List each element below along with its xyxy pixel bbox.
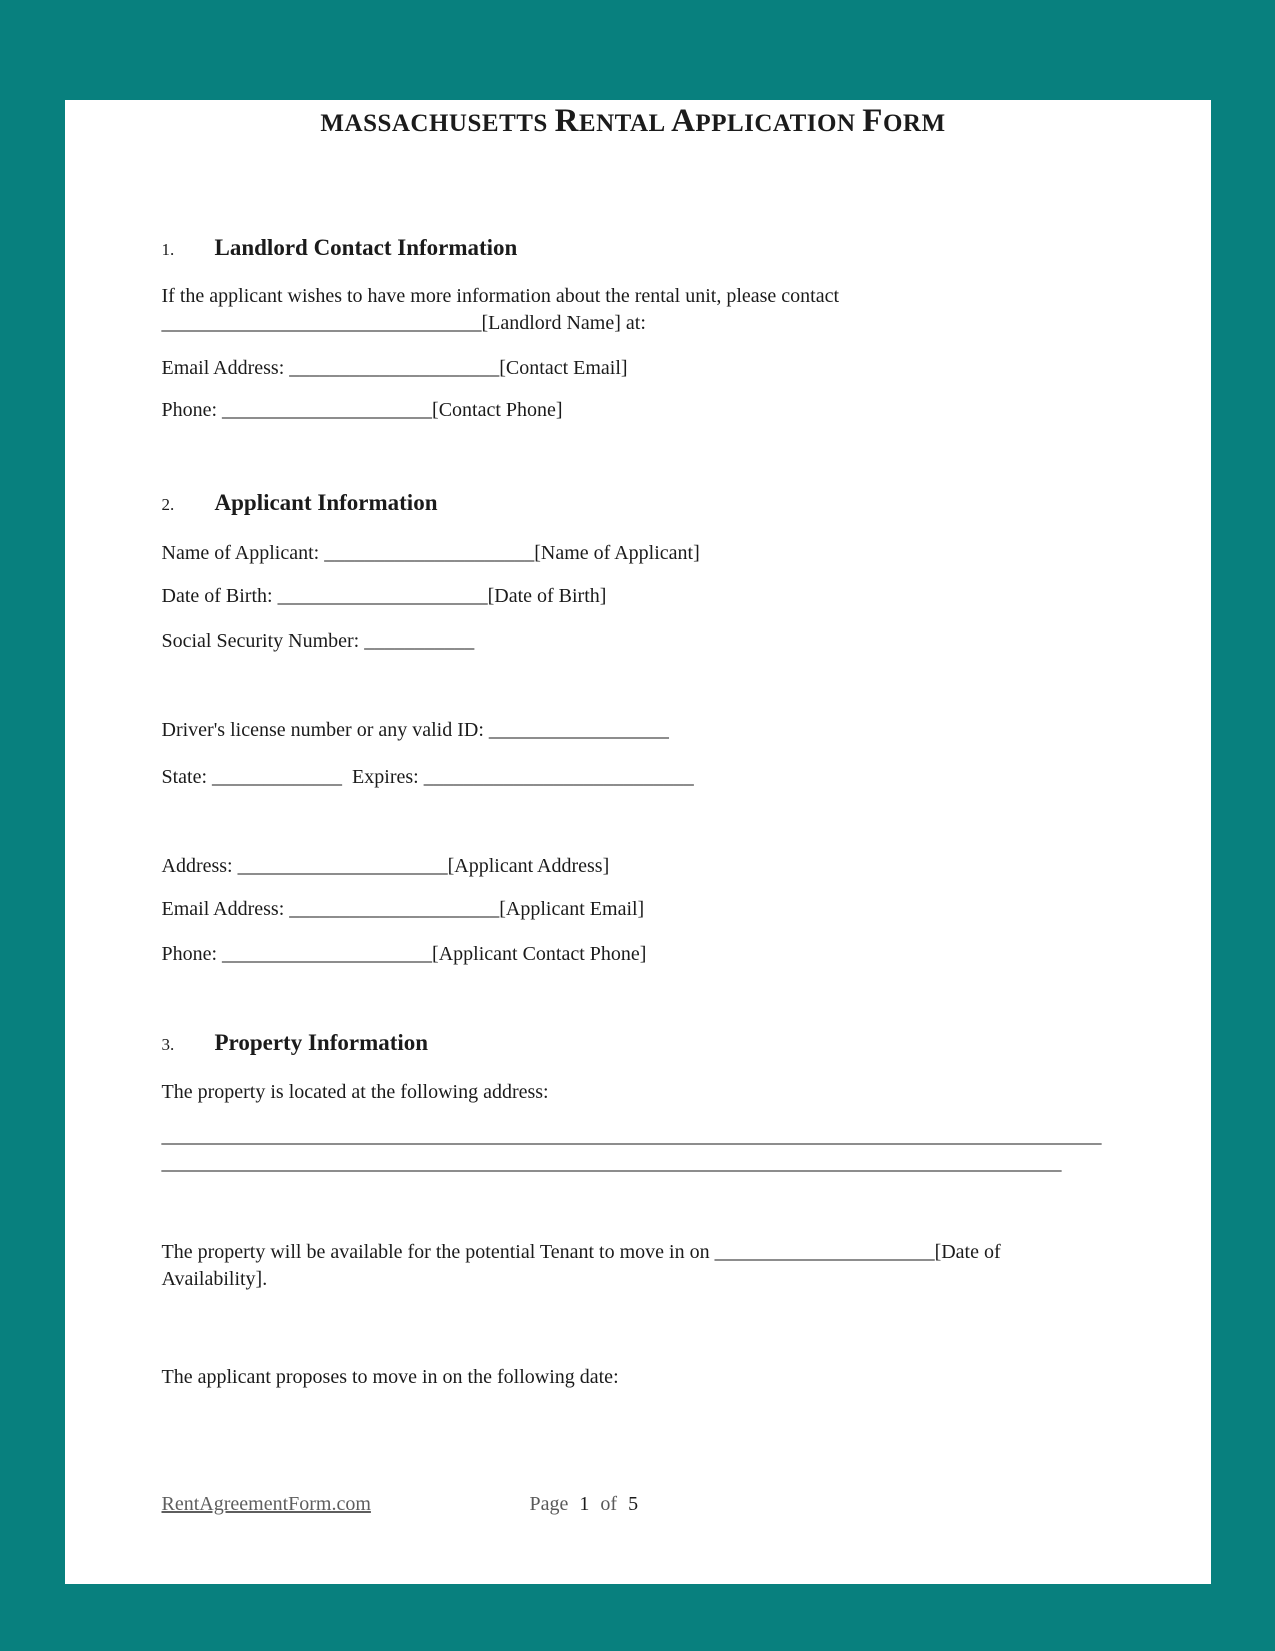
section-3-heading xyxy=(162,1028,1105,1060)
site-link[interactable]: RentAgreementForm.com xyxy=(161,1493,371,1515)
section-1-title: Landlord Contact Information xyxy=(214,235,518,260)
field-date-of-birth: Date of Birth: _____________________[Date of Birth] xyxy=(161,585,607,607)
title-segment: ORM xyxy=(882,110,946,137)
field-social-security-number: Social Security Number: ___________ xyxy=(161,630,475,652)
section-1-number: 1. xyxy=(161,240,175,259)
document-title xyxy=(162,100,1105,148)
field-state-expires: State: _____________ Expires: ___________________________ xyxy=(161,766,694,788)
landlord-name-blank-line: ________________________________[Landlord Name] at: xyxy=(161,312,646,334)
field-applicant-phone: Phone: _____________________[Applicant Contact Phone] xyxy=(161,943,647,965)
landlord-intro-line-1: If the applicant wishes to have more information about the rental unit, please contact xyxy=(161,285,840,307)
property-address-lead: The property is located at the following address: xyxy=(161,1081,549,1103)
availability-line-2: Availability]. xyxy=(161,1268,268,1290)
document-page xyxy=(65,100,1211,1584)
title-segment: A xyxy=(671,103,696,139)
page-label: Page xyxy=(529,1493,569,1515)
title-segment: F xyxy=(862,103,883,139)
section-3-title: Property Information xyxy=(214,1030,429,1055)
page-total: 5 xyxy=(628,1493,639,1515)
page-indicator xyxy=(530,1491,639,1518)
field-applicant-name: Name of Applicant: _____________________[Name of Applicant] xyxy=(161,542,700,564)
section-3-number: 3. xyxy=(161,1035,175,1054)
title-segment: MASSACHUSETTS xyxy=(320,110,555,137)
field-applicant-email: Email Address: _____________________[Applicant Email] xyxy=(161,898,645,920)
move-in-date-line: The applicant proposes to move in on the following date: xyxy=(161,1366,619,1388)
section-1-heading xyxy=(162,233,1105,265)
field-drivers-license: Driver's license number or any valid ID: __________________ xyxy=(161,719,669,741)
title-segment: ENTAL xyxy=(578,110,672,137)
section-2-heading xyxy=(162,488,1105,520)
page-number: 1 xyxy=(579,1493,590,1515)
section-2-title: Applicant Information xyxy=(214,490,438,515)
page-footer xyxy=(162,1491,1105,1518)
address-blank-line-2: __________________________________________________________________________________________ xyxy=(161,1152,1062,1174)
address-blank-line-1: ______________________________________________________________________________________________ xyxy=(161,1125,1102,1147)
field-applicant-address: Address: _____________________[Applicant Address] xyxy=(161,855,610,877)
availability-line-1: The property will be available for the potential Tenant to move in on ______________________[Date of xyxy=(161,1241,1001,1263)
title-segment: PPLICATION xyxy=(695,110,863,137)
of-label: of xyxy=(600,1493,618,1515)
field-contact-email: Email Address: _____________________[Contact Email] xyxy=(161,357,628,379)
section-2-number: 2. xyxy=(161,495,175,514)
title-segment: R xyxy=(554,103,579,139)
field-contact-phone: Phone: _____________________[Contact Phone] xyxy=(161,399,563,421)
